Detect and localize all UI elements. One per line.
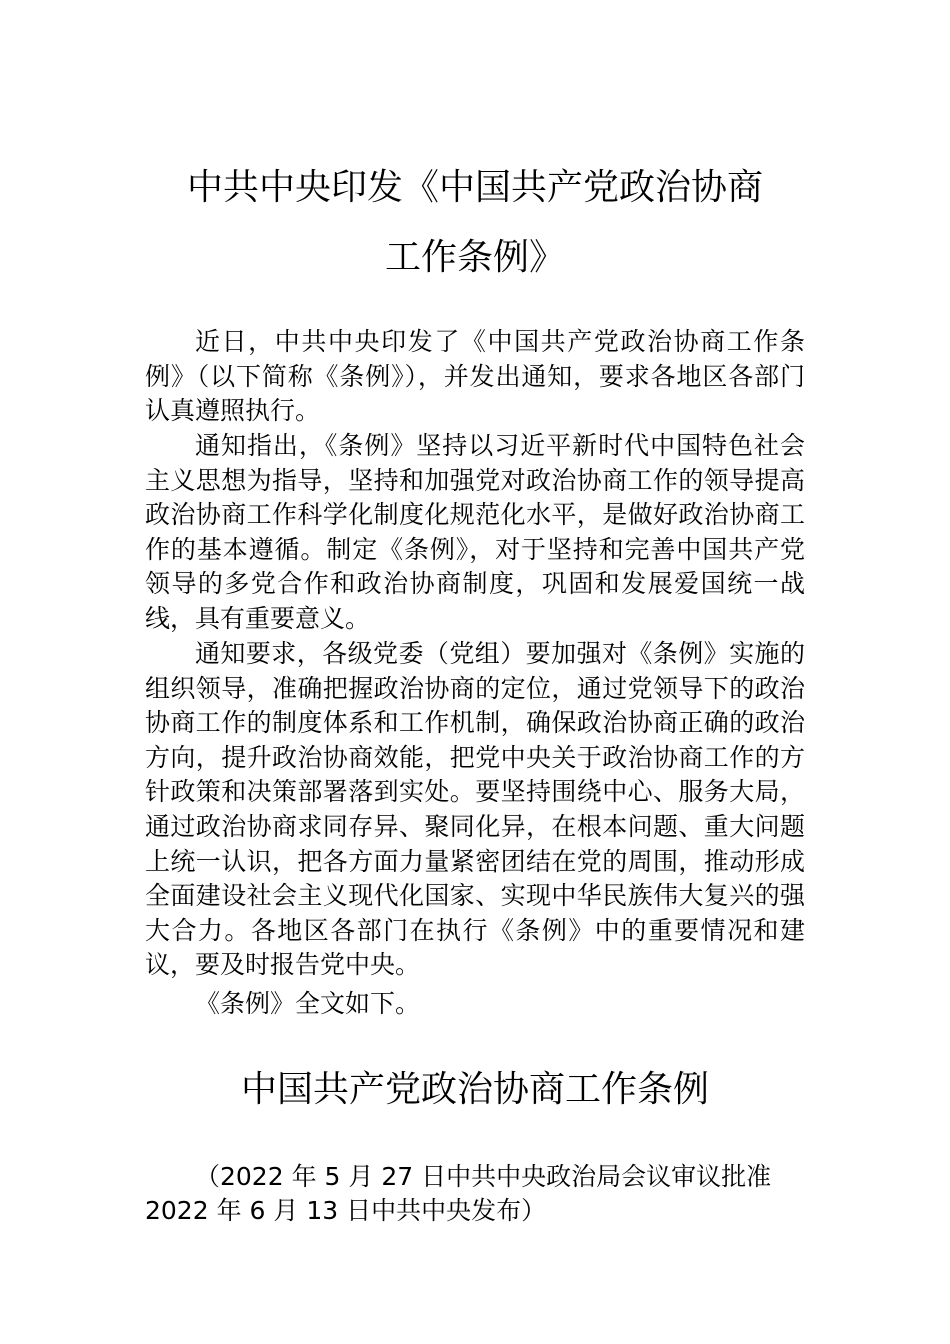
approval-note (145, 1160, 810, 1228)
paragraph-fulltext-follows: 《条例》全文如下。 (195, 989, 421, 1018)
document-title-line-2: 工作条例》 (384, 237, 565, 278)
paragraph-notice-points: 通知指出，《条例》坚持以习近平新时代中国特色社会主义思想为指导，坚持和加强党对政治协商工作的领导提高政治协商工作科学化制度化规范化水平，是做好政治协商工作的基本遵循。制定《条例》，对于坚持和完善中国共产党领导的多党合作和政治协商制度，巩固和发展爱国统一战线，具有重要意义。 (145, 431, 805, 633)
regulation-title: 中国共产党政治协商工作条例 (240, 1069, 709, 1110)
approval-note-line-2: 2022 年 6 月 13 日中共中央发布） (145, 1196, 547, 1225)
approval-note-line-1: （2022 年 5 月 27 日中共中央政治局会议审议批准 (195, 1162, 772, 1191)
paragraph-intro: 近日，中共中央印发了《中国共产党政治协商工作条例》（以下简称《条例》），并发出通知，要求各地区各部门认真遵照执行。 (145, 327, 805, 426)
document-title-line-1: 中共中央印发《中国共产党政治协商 (186, 167, 763, 208)
paragraph-notice-requirements: 通知要求，各级党委（党组）要加强对《条例》实施的组织领导，准确把握政治协商的定位，通过党领导下的政治协商工作的制度体系和工作机制，确保政治协商正确的政治方向，提升政治协商效能，把党中央关于政治协商工作的方针政策和决策部署落到实处。要坚持围绕中心、服务大局，通过政治协商求同存异、聚同化异，在根本问题、重大问题上统一认识，把各方面力量紧密团结在党的周围，推动形成全面建设社会主义现代化国家、实现中华民族伟大复兴的强大合力。各地区各部门在执行《条例》中的重要情况和建议，要及时报告党中央。 (145, 639, 805, 980)
